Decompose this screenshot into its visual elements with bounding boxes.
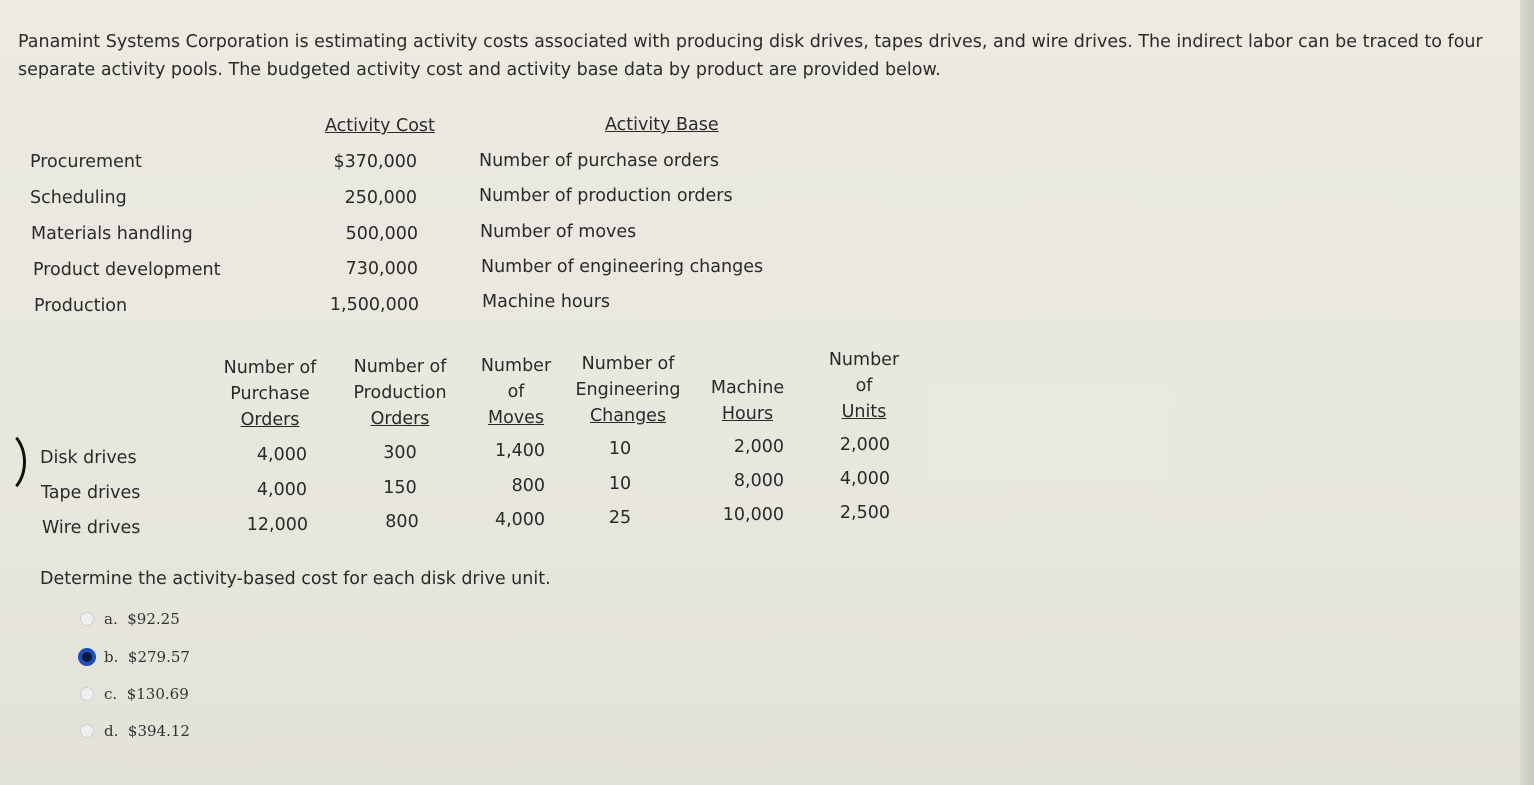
decorative-bracket-icon <box>0 428 26 496</box>
table-cell: 4,000 <box>256 480 307 500</box>
header-activity-cost: Activity Cost <box>325 116 435 136</box>
table-cell: 25 <box>608 508 632 528</box>
option-label: b. $279.57 <box>104 648 190 666</box>
table-cell: 4,000 <box>839 469 890 489</box>
table-cell: 4,000 <box>494 510 546 530</box>
table-cell: 800 <box>385 512 419 532</box>
answer-option-a[interactable] <box>80 610 180 628</box>
answer-option-b[interactable] <box>80 648 190 666</box>
activity-cost: 500,000 <box>345 224 418 244</box>
table-cell: 2,000 <box>733 437 784 457</box>
product-name: Tape drives <box>41 483 141 503</box>
table-cell: 2,000 <box>839 435 890 455</box>
activity-base: Number of purchase orders <box>479 151 719 171</box>
radio-button[interactable] <box>80 724 94 738</box>
col-header-purchase-orders: Number of Purchase Orders <box>223 358 317 430</box>
activity-base: Number of moves <box>480 222 637 242</box>
option-label: a. $92.25 <box>104 610 180 628</box>
activity-name: Procurement <box>30 152 142 172</box>
radio-button[interactable] <box>80 612 94 626</box>
answer-option-c[interactable] <box>80 685 189 703</box>
col-header-moves: Number of Moves <box>480 356 552 428</box>
table-cell: 1,400 <box>494 441 546 461</box>
activity-base: Number of production orders <box>479 186 733 206</box>
table-cell: 150 <box>383 478 417 498</box>
col-header-production-orders: Number of Production Orders <box>353 357 447 429</box>
question-text: Determine the activity-based cost for each disk drive unit. <box>40 569 551 589</box>
table-cell: 12,000 <box>246 515 308 535</box>
activity-name: Product development <box>33 260 221 280</box>
intro-paragraph: Panamint Systems Corporation is estimating activity costs associated with producing disk drives, tapes drives, and wire drives. The indirect labor can be traced to four separate activity pools. The budgeted activity cost and activity base data by product are provided below. <box>18 32 1483 80</box>
table-cell: 300 <box>383 443 417 463</box>
product-name: Wire drives <box>42 518 141 538</box>
table-cell: 800 <box>511 476 545 496</box>
table-cell: 10 <box>608 474 632 494</box>
table-cell: 2,500 <box>839 503 890 523</box>
col-header-machine-hours: Machine Hours <box>710 378 785 424</box>
radio-button[interactable] <box>80 687 94 701</box>
table-cell: 10 <box>608 439 632 459</box>
screen-edge <box>1520 0 1534 785</box>
option-label: c. $130.69 <box>104 685 189 703</box>
col-header-engineering-changes: Number of Engineering Changes <box>575 354 681 426</box>
option-label: d. $394.12 <box>104 722 190 740</box>
header-activity-base: Activity Base <box>605 115 719 135</box>
activity-cost: 250,000 <box>344 188 417 208</box>
product-name: Disk drives <box>40 448 137 468</box>
col-header-units: Number of Units <box>828 350 900 422</box>
activity-name: Materials handling <box>31 224 193 244</box>
answer-option-d[interactable] <box>80 722 190 740</box>
table-cell: 8,000 <box>733 471 784 491</box>
activity-name: Production <box>34 296 128 316</box>
table-cell: 4,000 <box>256 445 307 465</box>
activity-name: Scheduling <box>30 188 127 208</box>
activity-base: Machine hours <box>482 292 611 312</box>
radio-button-selected[interactable] <box>78 648 96 666</box>
glare-area <box>930 390 1170 480</box>
activity-base: Number of engineering changes <box>481 257 764 277</box>
activity-cost: 730,000 <box>345 259 418 279</box>
table-cell: 10,000 <box>722 505 784 525</box>
activity-cost: 1,500,000 <box>329 295 419 315</box>
activity-cost: $370,000 <box>333 152 417 172</box>
